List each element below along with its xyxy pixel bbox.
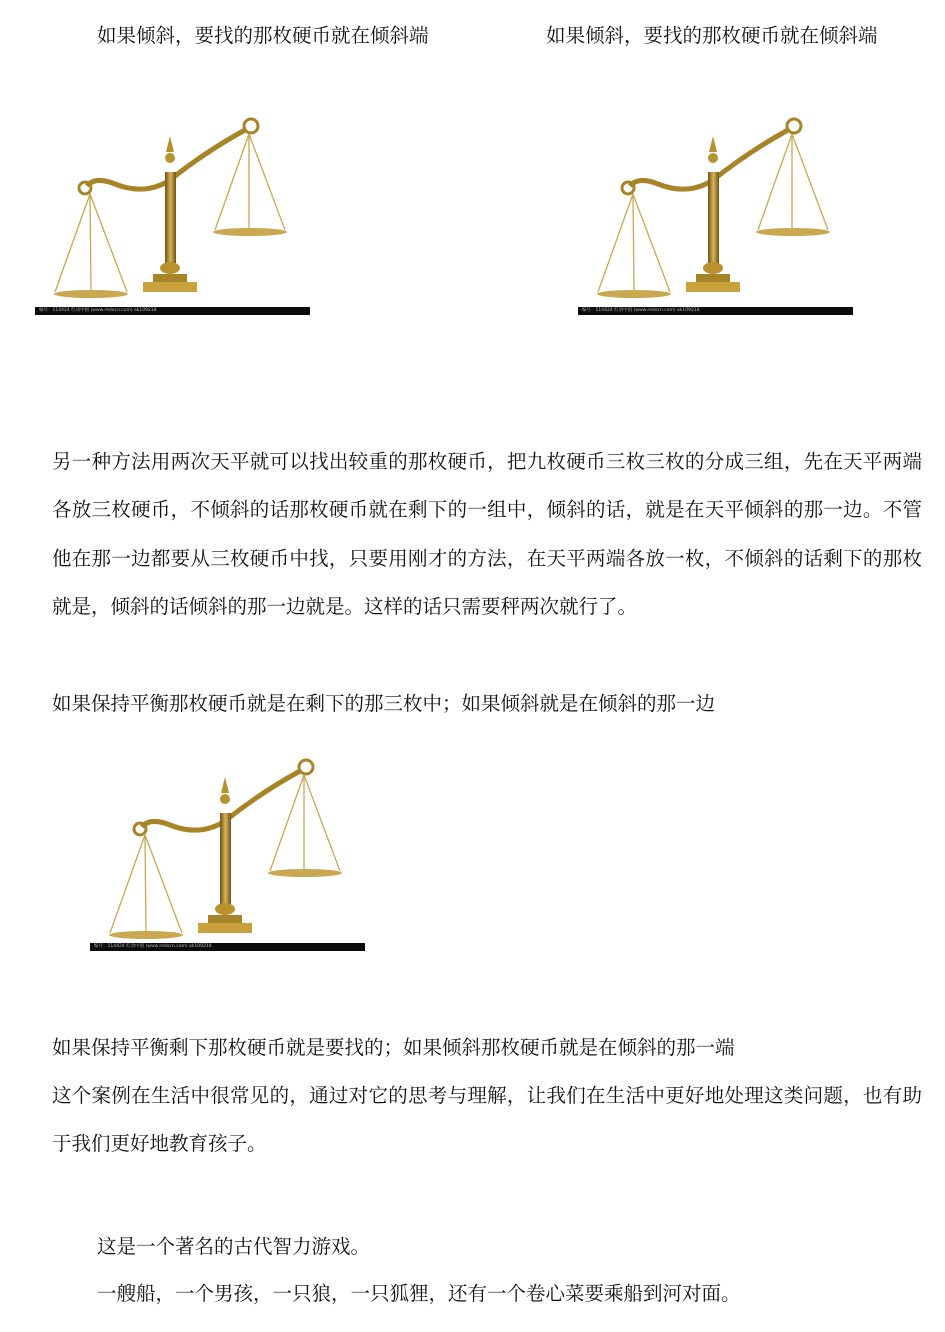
line-balance-1: 如果保持平衡那枚硬币就是在剩下的那三枚中；如果倾斜就是在倾斜的那一边 bbox=[52, 692, 716, 715]
balance-scale-image-middle bbox=[90, 753, 365, 957]
paragraph-summary: 这个案例在生活中很常见的，通过对它的思考与理解，让我们在生活中更好地处理这类问题，也有助于我们更好地教育孩子。 bbox=[52, 1084, 922, 1156]
puzzle-text: 一艘船，一个男孩，一只狼，一只狐狸，还有一个卷心菜要乘船到河对面。 bbox=[97, 1282, 741, 1305]
balance-scale-icon bbox=[578, 112, 853, 308]
balance-scale-image-left bbox=[35, 112, 310, 316]
line-balance-2: 如果保持平衡剩下那枚硬币就是要找的；如果倾斜那枚硬币就是在倾斜的那一端 bbox=[52, 1036, 735, 1059]
balance-scale-image-right bbox=[578, 112, 853, 316]
image-watermark-bar: 编号：114424 红动中国 (www.redocn.com) ak109218 bbox=[35, 307, 310, 315]
balance-scale-icon bbox=[35, 112, 310, 308]
puzzle-intro: 这是一个著名的古代智力游戏。 bbox=[97, 1235, 371, 1258]
caption-right: 如果倾斜，要找的那枚硬币就在倾斜端 bbox=[546, 24, 878, 47]
paragraph-method: 另一种方法用两次天平就可以找出较重的那枚硬币，把九枚硬币三枚三枚的分成三组，先在天平两端各放三枚硬币，不倾斜的话那枚硬币就在剩下的一组中，倾斜的话，就是在天平倾斜的那一边。不管他在那一边都要从三枚硬币中找，只要用刚才的方法，在天平两端各放一枚，不倾斜的话剩下的那枚就是，倾斜的话倾斜的那一边就是。这样的话只需要秤两次就行了。 bbox=[52, 450, 922, 618]
image-watermark-bar: 编号：114424 红动中国 (www.redocn.com) ak109218 bbox=[90, 943, 365, 951]
image-watermark-bar: 编号：114424 红动中国 (www.redocn.com) ak109218 bbox=[578, 307, 853, 315]
caption-left: 如果倾斜，要找的那枚硬币就在倾斜端 bbox=[97, 24, 429, 47]
balance-scale-icon bbox=[90, 753, 365, 949]
